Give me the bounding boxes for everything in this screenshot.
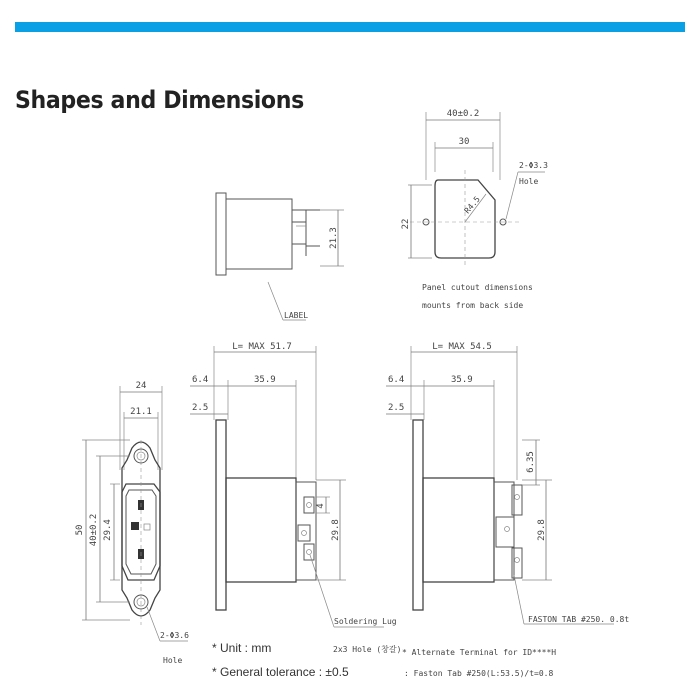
- cutout-caption-1: Panel cutout dimensions: [422, 283, 533, 292]
- lug-dim-29-8: 29.8: [331, 519, 341, 541]
- front-view: [75, 381, 189, 665]
- side-view-faston: [386, 342, 629, 624]
- lug-dim-L: L= MAX 51.7: [232, 342, 292, 352]
- faston-dim-35-9: 35.9: [451, 375, 473, 385]
- front-hole-label: 2-Φ3.6: [160, 631, 189, 640]
- dim-height-label: 21.3: [329, 227, 339, 249]
- front-hole-label-2: Hole: [163, 656, 183, 665]
- faston-dim-6-35: 6.35: [526, 451, 536, 473]
- label-callout: LABEL: [284, 311, 309, 320]
- panel-cutout-view: [401, 109, 548, 310]
- cutout-hole-label-2: Hole: [519, 177, 539, 186]
- cutout-height-dim: 22: [401, 218, 411, 230]
- page-title: Shapes and Dimensions: [15, 86, 304, 114]
- faston-note: FASTON TAB #250. 0.8t: [528, 615, 630, 624]
- cutout-width-dim: 40±0.2: [446, 109, 480, 119]
- front-dim-29-4: 29.4: [103, 519, 113, 541]
- faston-dim-6-4: 6.4: [388, 375, 405, 385]
- front-dim-24: 24: [135, 381, 147, 391]
- top-view: [216, 193, 344, 320]
- faston-dim-2-5: 2.5: [388, 403, 405, 413]
- cutout-caption-2: mounts from back side: [422, 301, 524, 310]
- lug-dim-6-4: 6.4: [192, 375, 209, 385]
- lug-dim-2-5: 2.5: [192, 403, 209, 413]
- unit-note: * Unit : mm: [212, 641, 272, 655]
- lug-dim-4: 4: [316, 503, 326, 509]
- cutout-hole-label: 2-Φ3.3: [519, 161, 548, 170]
- front-dim-40: 40±0.2: [89, 513, 99, 547]
- lug-note-1: Soldering Lug: [334, 617, 397, 626]
- side-view-lug: [190, 342, 401, 654]
- faston-dim-29-8: 29.8: [537, 519, 547, 541]
- cutout-radius-label: R4.5: [462, 194, 482, 216]
- faston-dim-L: L= MAX 54.5: [432, 342, 492, 352]
- lug-note-2: 2x3 Hole (창갈): [333, 645, 402, 654]
- tolerance-note: * General tolerance : ±0.5: [212, 665, 349, 679]
- front-dim-50: 50: [75, 524, 85, 536]
- alt-terminal-note-2: : Faston Tab #250(L:53.5)/t=0.8: [404, 669, 554, 678]
- front-dim-21-1: 21.1: [130, 407, 152, 417]
- lug-dim-35-9: 35.9: [254, 375, 276, 385]
- alt-terminal-note-1: * Alternate Terminal for ID****H: [402, 648, 557, 657]
- cutout-inner-dim: 30: [458, 137, 470, 147]
